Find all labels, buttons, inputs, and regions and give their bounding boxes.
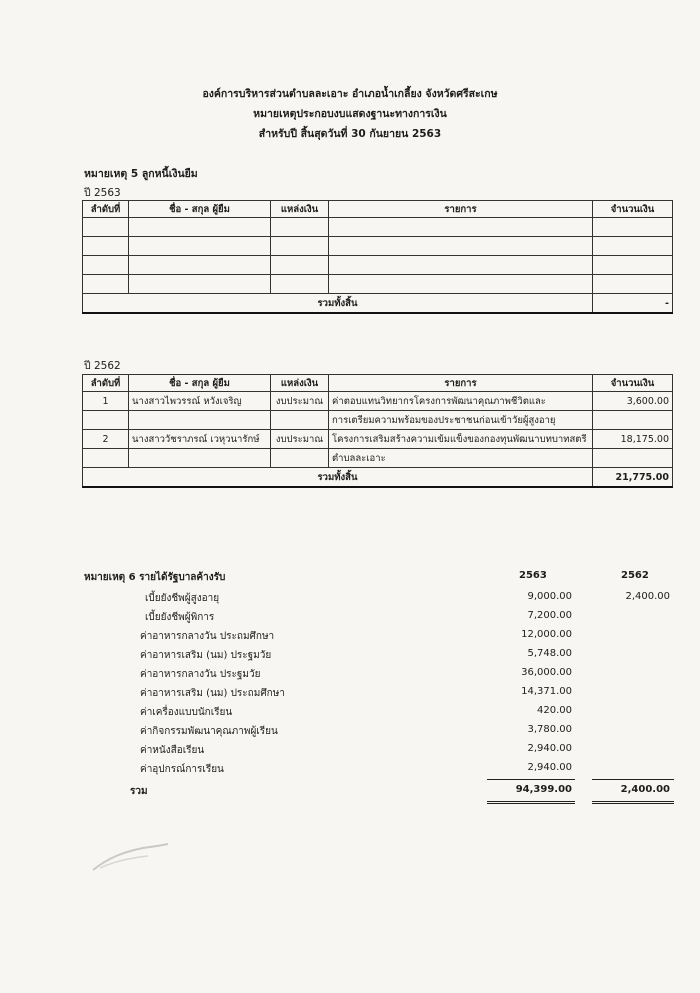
note6-title: หมายเหตุ 6 รายได้รัฐบาลค้างรับ xyxy=(84,572,226,583)
table-row xyxy=(83,449,673,468)
col-source: แหล่งเงิน xyxy=(271,201,329,218)
year-2563-label: ปี 2563 xyxy=(84,187,121,199)
row-amount xyxy=(593,411,673,430)
total-row xyxy=(83,294,673,314)
income-label: เบี้ยยังชีพผู้สูงอายุ xyxy=(145,593,220,604)
income-label: ค่าเครื่องแบบนักเรียน xyxy=(140,707,233,718)
row-item: การเตรียมความพร้อมของประชาชนก่อนเข้าวัยผู้สูงอายุ xyxy=(329,411,593,430)
row-source: งบประมาณ xyxy=(271,430,329,449)
statement-title: หมายเหตุประกอบงบแสดงฐานะทางการเงิน xyxy=(253,108,447,120)
income-2563: 2,940.00 xyxy=(527,762,572,773)
list-item xyxy=(0,686,700,705)
row-amount: 3,600.00 xyxy=(593,392,673,411)
row-no: 1 xyxy=(83,392,129,411)
loan-table-2562 xyxy=(82,374,673,488)
col-name: ชื่อ - สกุล ผู้ยืม xyxy=(129,375,271,392)
income-label: ค่าอุปกรณ์การเรียน xyxy=(140,764,224,775)
income-2562: 2,400.00 xyxy=(625,591,670,602)
table-row xyxy=(83,256,673,275)
row-name: นางสาววัชราภรณ์ เวหุวนารักษ์ xyxy=(129,430,271,449)
total-label: รวมทั้งสิ้น xyxy=(83,468,593,488)
col-name: ชื่อ - สกุล ผู้ยืม xyxy=(129,201,271,218)
document-header xyxy=(0,84,700,144)
table-header-row xyxy=(83,201,673,218)
income-2563: 5,748.00 xyxy=(527,648,572,659)
income-total-2563: 94,399.00 xyxy=(515,784,572,795)
table-header-row xyxy=(83,375,673,392)
col-source: แหล่งเงิน xyxy=(271,375,329,392)
total-amount: 21,775.00 xyxy=(593,468,673,488)
row-amount xyxy=(593,449,673,468)
row-item: ตำบลละเอาะ xyxy=(329,449,593,468)
income-2563: 9,000.00 xyxy=(527,591,572,602)
col-amount: จำนวนเงิน xyxy=(593,201,673,218)
total-row xyxy=(83,468,673,488)
note6-col-2562: 2562 xyxy=(621,570,649,581)
income-label: ค่าอาหารเสริม (นม) ประถมศึกษา xyxy=(140,688,285,699)
col-no: ลำดับที่ xyxy=(83,375,129,392)
list-item xyxy=(0,629,700,648)
row-item: ค่าตอบแทนวิทยากรโครงการพัฒนาคุณภาพชีวิตและ xyxy=(329,392,593,411)
income-label: ค่าหนังสือเรียน xyxy=(140,745,205,756)
total-double-rule-2563 xyxy=(487,801,575,804)
subtotal-rule-2562 xyxy=(592,779,674,780)
signature-scribble-mark xyxy=(88,838,178,878)
income-label: ค่ากิจกรรมพัฒนาคุณภาพผู้เรียน xyxy=(140,726,278,737)
list-item xyxy=(0,648,700,667)
list-item xyxy=(0,705,700,724)
period-title: สำหรับปี สิ้นสุดวันที่ 30 กันยายน 2563 xyxy=(258,128,442,140)
col-no: ลำดับที่ xyxy=(83,201,129,218)
row-item: โครงการเสริมสร้างความเข้มแข็งของกองทุนพัฒนาบทบาทสตรี xyxy=(329,430,593,449)
income-total-label: รวม xyxy=(130,786,148,797)
list-item xyxy=(0,743,700,762)
col-item: รายการ xyxy=(329,201,593,218)
row-amount: 18,175.00 xyxy=(593,430,673,449)
income-2563: 7,200.00 xyxy=(527,610,572,621)
list-item xyxy=(0,724,700,743)
income-2563: 14,371.00 xyxy=(521,686,572,697)
table-row xyxy=(83,237,673,256)
row-name: นางสาวไพวรรณ์ หวังเจริญ xyxy=(129,392,271,411)
income-2563: 12,000.00 xyxy=(521,629,572,640)
table-row xyxy=(83,218,673,237)
row-no: 2 xyxy=(83,430,129,449)
total-amount: - xyxy=(593,294,673,314)
table-row xyxy=(83,430,673,449)
table-row xyxy=(83,392,673,411)
list-item xyxy=(0,591,700,610)
org-name: องค์การบริหารส่วนตำบลละเอาะ อำเภอน้ำเกลี้ยง จังหวัดศรีสะเกษ xyxy=(202,88,498,100)
year-2562-label: ปี 2562 xyxy=(84,360,121,372)
list-item xyxy=(0,667,700,686)
income-label: ค่าอาหารเสริม (นม) ประฐมวัย xyxy=(140,650,272,661)
row-no xyxy=(83,449,129,468)
row-name xyxy=(129,449,271,468)
note5-title: หมายเหตุ 5 ลูกหนี้เงินยืม xyxy=(84,168,198,180)
total-label: รวมทั้งสิ้น xyxy=(83,294,593,314)
row-source xyxy=(271,411,329,430)
col-amount: จำนวนเงิน xyxy=(593,375,673,392)
table-row xyxy=(83,411,673,430)
row-source: งบประมาณ xyxy=(271,392,329,411)
table-row xyxy=(83,275,673,294)
income-2563: 3,780.00 xyxy=(527,724,572,735)
total-double-rule-2562 xyxy=(592,801,674,804)
income-total-2562: 2,400.00 xyxy=(620,784,670,795)
income-2563: 420.00 xyxy=(537,705,572,716)
income-2563: 2,940.00 xyxy=(527,743,572,754)
note6-col-2563: 2563 xyxy=(519,570,547,581)
income-2563: 36,000.00 xyxy=(521,667,572,678)
col-item: รายการ xyxy=(329,375,593,392)
loan-table-2563 xyxy=(82,200,673,314)
income-label: ค่าอาหารกลางวัน ประถมศึกษา xyxy=(140,631,275,642)
row-no xyxy=(83,411,129,430)
income-label: ค่าอาหารกลางวัน ประฐมวัย xyxy=(140,669,261,680)
income-label: เบี้ยยังชีพผู้พิการ xyxy=(145,612,215,623)
list-item xyxy=(0,610,700,629)
row-name xyxy=(129,411,271,430)
subtotal-rule-2563 xyxy=(487,779,575,780)
row-source xyxy=(271,449,329,468)
